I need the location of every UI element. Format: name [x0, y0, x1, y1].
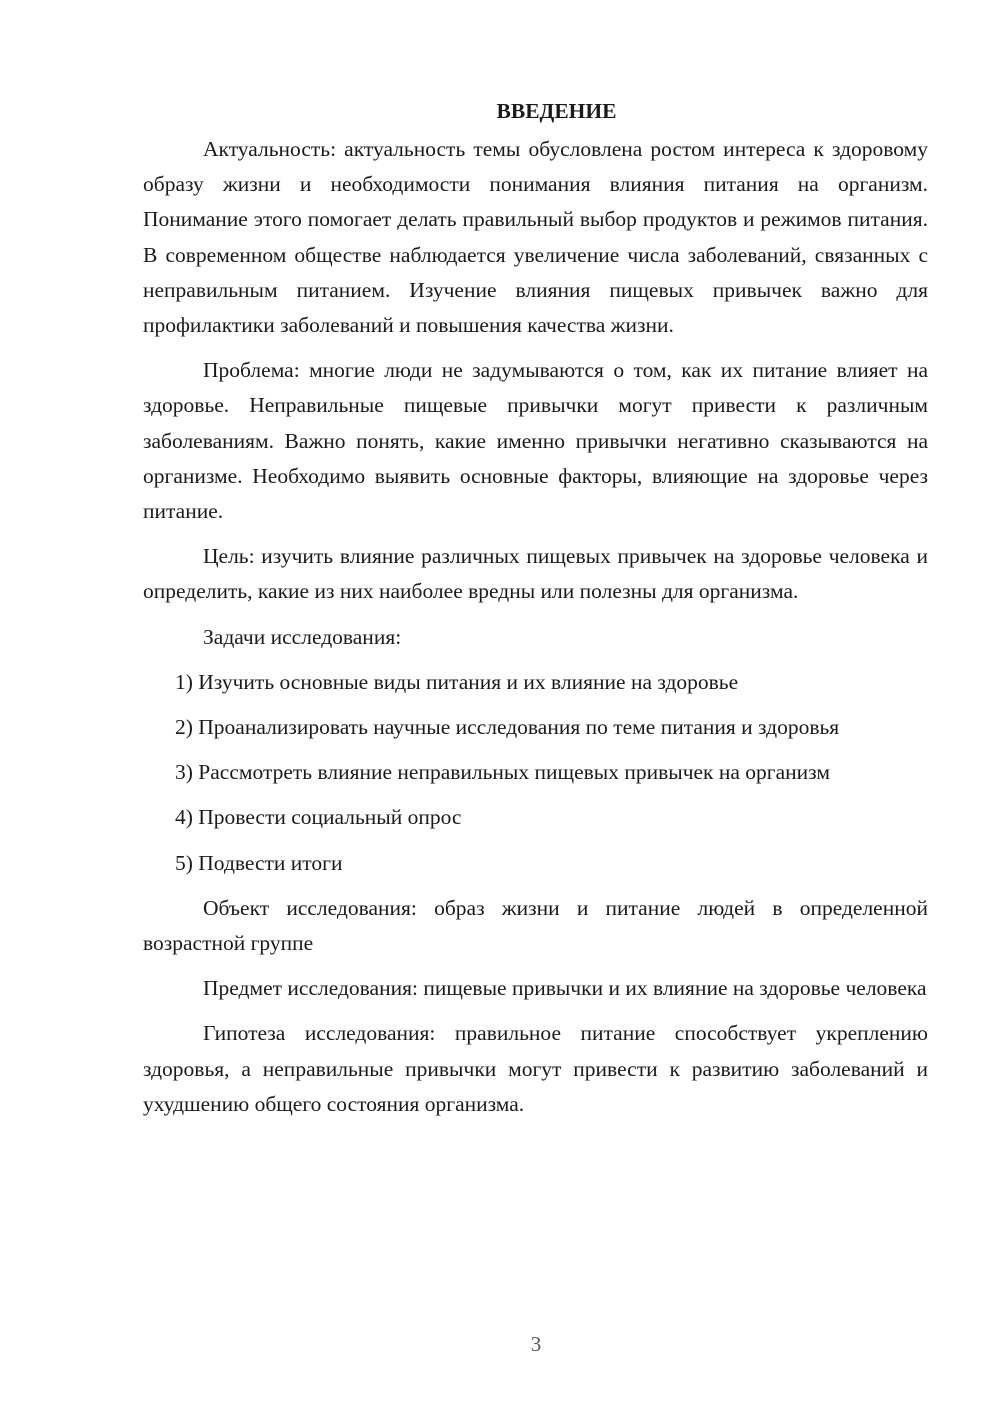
object-paragraph: Объект исследования: образ жизни и питание людей в определенной возрастной группе [143, 895, 928, 956]
relevance-paragraph: Актуальность: актуальность темы обусловлена ростом интереса к здоровому образу жизни и необходимости понимания влияния питания на организм. Понимание этого помогает делать правильный выбор продуктов и режимов питания. В современном обществе наблюдается увеличение числа заболеваний, связанных с неправильным питанием. Изучение влияния пищевых привычек важно для профилактики заболеваний и повышения качества жизни. [143, 137, 928, 338]
task-item: 5) Подвести итоги [175, 850, 343, 875]
subject-paragraph: Предмет исследования: пищевые привычки и их влияние на здоровье человека [203, 976, 927, 1001]
section-heading: ВВЕДЕНИЕ [496, 99, 617, 123]
task-item: 4) Провести социальный опрос [175, 805, 462, 830]
document-page [143, 94, 928, 1132]
task-item: 2) Проанализировать научные исследования по теме питания и здоровья [175, 715, 840, 740]
task-item: 1) Изучить основные виды питания и их влияние на здоровье [175, 669, 739, 694]
tasks-list [143, 665, 928, 881]
goal-paragraph: Цель: изучить влияние различных пищевых привычек на здоровье человека и определить, какие из них наиболее вредны или полезны для организма. [143, 544, 928, 604]
problem-paragraph: Проблема: многие люди не задумываются о том, как их питание влияет на здоровье. Неправильные пищевые привычки могут привести к различным заболеваниям. Важно понять, какие именно привычки негативно сказываются на организме. Необходимо выявить основные факторы, влияющие на здоровье через питание. [143, 358, 928, 524]
hypothesis-paragraph: Гипотеза исследования: правильное питание способствует укреплению здоровья, а неправильные привычки могут привести к развитию заболеваний и ухудшению общего состояния организма. [143, 1021, 928, 1116]
tasks-title: Задачи исследования: [203, 624, 402, 649]
task-item: 3) Рассмотреть влияние неправильных пищевых привычек на организм [175, 760, 830, 785]
page-number: 3 [530, 1332, 542, 1356]
